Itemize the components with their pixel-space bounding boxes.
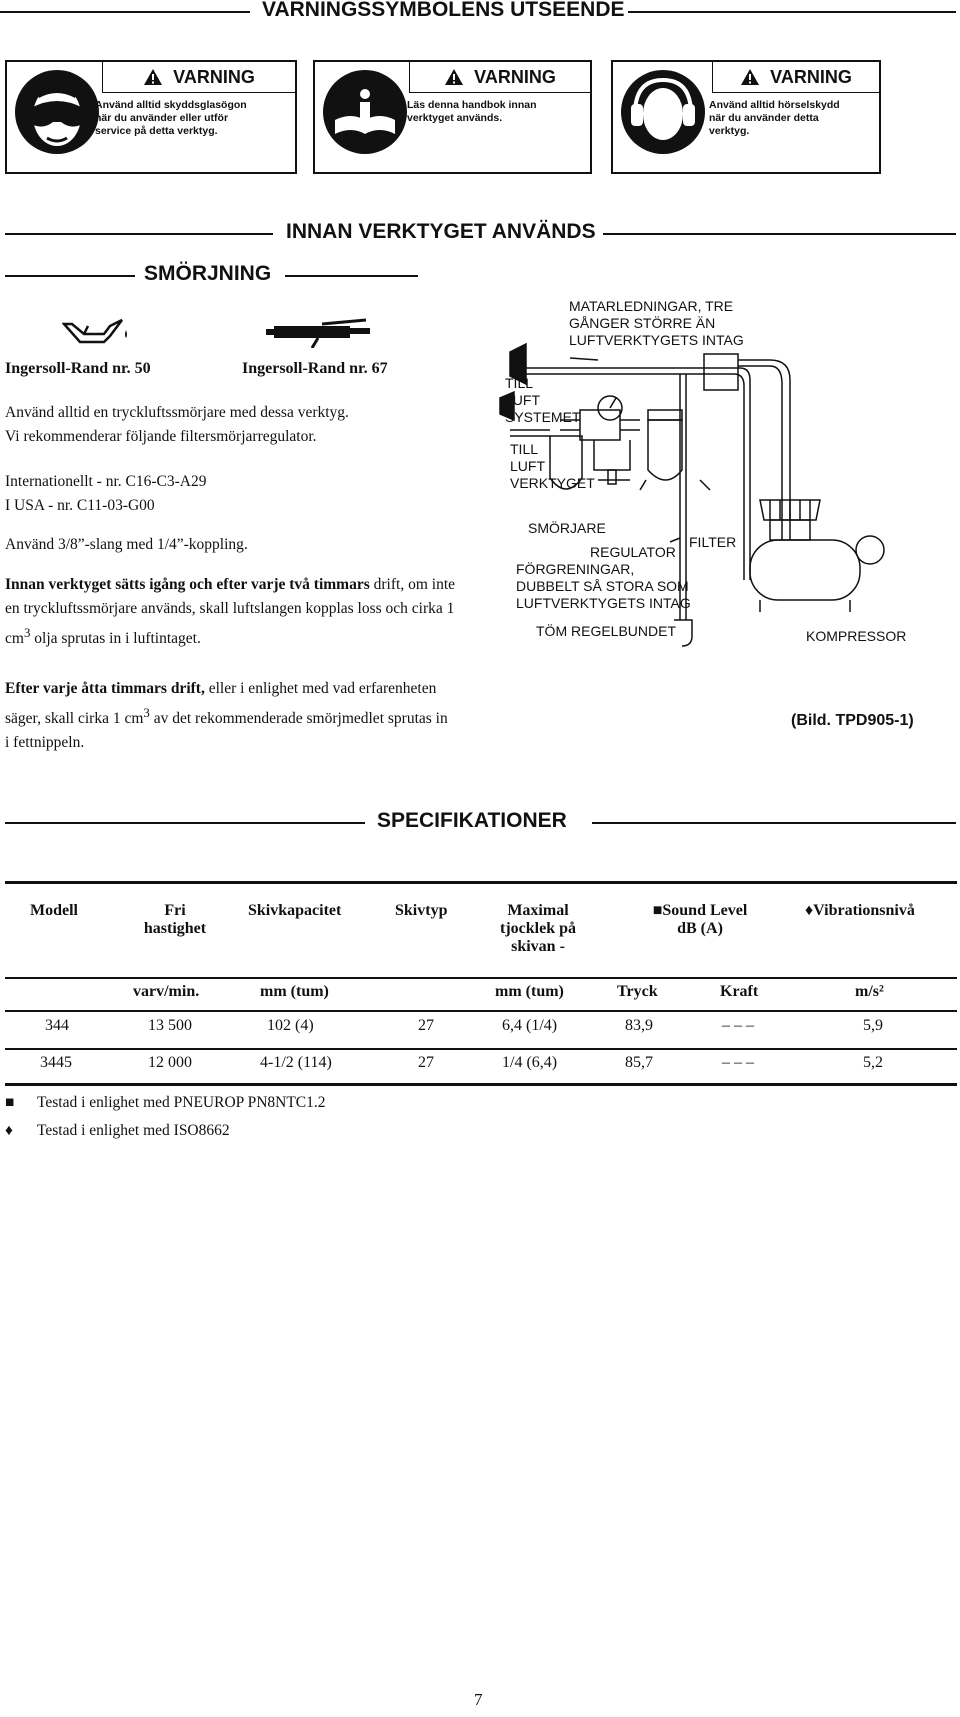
oil-can-icon	[62, 316, 132, 348]
label-line: TILL	[510, 441, 539, 457]
label-line: GÅNGER STÖRRE ÄN	[569, 315, 716, 331]
header-vibration: ♦Vibrationsnivå	[805, 902, 915, 919]
warning-text-line: när du använder detta	[709, 112, 819, 124]
warning-box-manual	[313, 60, 592, 174]
label-line: SYSTEMET	[505, 409, 581, 425]
safety-goggles-icon	[13, 68, 101, 156]
cell-power: – – –	[722, 1017, 754, 1034]
note-vibration	[5, 1122, 230, 1140]
note-text: Testad i enlighet med PNEUROP PN8NTC1.2	[37, 1094, 326, 1111]
heading-warning-symbols: VARNINGSSYMBOLENS UTSEENDE	[262, 0, 625, 21]
lubrication-p4	[5, 573, 455, 651]
cell-power: – – –	[722, 1054, 754, 1071]
diagram-drain-label: TÖM REGELBUNDET	[536, 623, 677, 639]
text-line: Använd alltid en tryckluftssmörjare med dessa verktyg.	[5, 404, 349, 421]
diagram-main-lines-label	[569, 298, 744, 349]
cell-capacity: 4-1/2 (114)	[260, 1054, 332, 1071]
cell-speed: 13 500	[148, 1017, 192, 1034]
unit-pressure: Tryck	[617, 983, 658, 1000]
diagram-to-system-label	[505, 375, 580, 426]
note-sound	[5, 1094, 326, 1112]
cell-pressure: 85,7	[625, 1054, 653, 1071]
label-line: TILL	[505, 375, 534, 391]
cell-type: 27	[418, 1054, 434, 1071]
grease-gun-icon	[262, 318, 372, 348]
diagram-filter-label: FILTER	[689, 534, 737, 550]
cell-vibration: 5,2	[863, 1054, 883, 1071]
superscript: 3	[23, 625, 31, 640]
cell-vibration: 5,9	[863, 1017, 883, 1034]
unit-vibration: m/s²	[855, 983, 884, 1000]
spec-units-row	[5, 983, 957, 1009]
diagram-to-tool-label	[510, 441, 595, 492]
ear-protection-icon	[619, 68, 707, 156]
diagram-caption: (Bild. TPD905-1)	[791, 712, 914, 729]
lubrication-p5	[5, 677, 455, 755]
diagram-branches-label	[516, 561, 691, 612]
read-manual-icon	[321, 68, 409, 156]
warning-box-goggles	[5, 60, 297, 174]
cell-thickness: 6,4 (1/4)	[502, 1017, 558, 1034]
warning-box-ear	[611, 60, 881, 174]
table-row	[5, 1054, 957, 1080]
warning-text-line: Använd alltid hörselskydd	[709, 99, 840, 111]
diamond-bullet-icon: ♦	[5, 1122, 13, 1139]
warning-triangle-icon	[740, 68, 760, 86]
header-model: Modell	[30, 902, 78, 919]
header-free-speed: Fri hastighet	[143, 902, 207, 937]
superscript: 3	[143, 705, 150, 720]
text-line: I USA - nr. C11-03-G00	[5, 497, 155, 514]
bold-lead: Efter varje åtta timmars drift,	[5, 680, 205, 697]
warning-text-line: verktyg.	[709, 125, 750, 137]
cell-model: 344	[45, 1017, 69, 1034]
warning-text-line: Använd alltid skyddsglasögon	[95, 99, 247, 111]
warning-banner-label: VARNING	[770, 66, 852, 87]
text-line: olja sprutas in i luftintaget.	[30, 630, 201, 648]
bold-lead: Innan verktyget sätts igång och efter varje två timmars	[5, 576, 370, 593]
label-line: MATARLEDNINGAR, TRE	[569, 298, 734, 314]
cell-pressure: 83,9	[625, 1017, 653, 1034]
header-disc-type: Skivtyp	[395, 902, 448, 919]
square-bullet-icon: ■	[5, 1094, 15, 1111]
unit-power: Kraft	[720, 983, 759, 1000]
diagram-regulator-label: REGULATOR	[590, 544, 676, 560]
warning-banner-label: VARNING	[173, 66, 255, 87]
page-number: 7	[474, 1690, 483, 1709]
heading-specifications: SPECIFIKATIONER	[377, 809, 567, 832]
cell-thickness: 1/4 (6,4)	[502, 1054, 558, 1071]
diagram-compressor-label: KOMPRESSOR	[806, 628, 907, 644]
text-line: Vi rekommenderar följande filtersmörjarregulator.	[5, 428, 317, 445]
heading-before-use: INNAN VERKTYGET ANVÄNDS	[286, 220, 596, 243]
heading-lubrication: SMÖRJNING	[144, 262, 272, 285]
label-line: LUFT	[505, 392, 540, 408]
cell-capacity: 102 (4)	[267, 1017, 314, 1034]
text-line: Internationellt - nr. C16-C3-A29	[5, 473, 207, 490]
warning-triangle-icon	[143, 68, 163, 86]
lubrication-p2	[5, 470, 465, 518]
label-line: DUBBELT SÅ STORA SOM	[516, 578, 689, 594]
spec-header-row	[5, 902, 957, 982]
text-line: drift, om inte en tryckluftssmörjare används, skall luftslangen kopplas loss och cirka 1 cm	[5, 576, 456, 648]
warning-banner-label: VARNING	[474, 66, 556, 87]
lubrication-p1	[5, 401, 465, 449]
diagram-lubricator-label: SMÖRJARE	[528, 520, 606, 536]
unit-thickness: mm (tum)	[495, 983, 564, 1000]
cell-model: 3445	[40, 1054, 72, 1071]
table-row	[5, 1017, 957, 1043]
header-sound-level: ■Sound Level dB (A)	[652, 902, 748, 937]
note-text: Testad i enlighet med ISO8662	[37, 1122, 230, 1139]
header-max-thickness: Maximal tjocklek på skivan -	[500, 902, 576, 955]
label-line: LUFTVERKTYGETS INTAG	[516, 595, 691, 611]
header-disc-capacity: Skivkapacitet	[248, 902, 342, 919]
grease-label: Ingersoll-Rand nr. 67	[242, 360, 388, 377]
cell-type: 27	[418, 1017, 434, 1034]
warning-text-line: verktyget används.	[407, 112, 503, 124]
text-line: eller i enlighet med vad erfarenheten säger, skall cirka 1 cm	[5, 680, 437, 728]
lubrication-p3: Använd 3/8”-slang med 1/4”-koppling.	[5, 536, 248, 553]
label-line: LUFTVERKTYGETS INTAG	[569, 332, 744, 348]
label-line: FÖRGRENINGAR,	[516, 561, 635, 577]
unit-speed: varv/min.	[133, 983, 200, 1000]
unit-capacity: mm (tum)	[260, 983, 329, 1000]
oil-label: Ingersoll-Rand nr. 50	[5, 360, 151, 377]
warning-text-line: Läs denna handbok innan	[407, 99, 537, 111]
warning-text-line: när du använder eller utför	[95, 112, 229, 124]
warning-text-line: service på detta verktyg.	[95, 125, 218, 137]
warning-triangle-icon	[444, 68, 464, 86]
text-line: av det rekommenderade smörjmedlet sprutas in i fettnippeln.	[5, 710, 448, 752]
label-line: VERKTYGET	[510, 475, 595, 491]
cell-speed: 12 000	[148, 1054, 192, 1071]
label-line: LUFT	[510, 458, 545, 474]
